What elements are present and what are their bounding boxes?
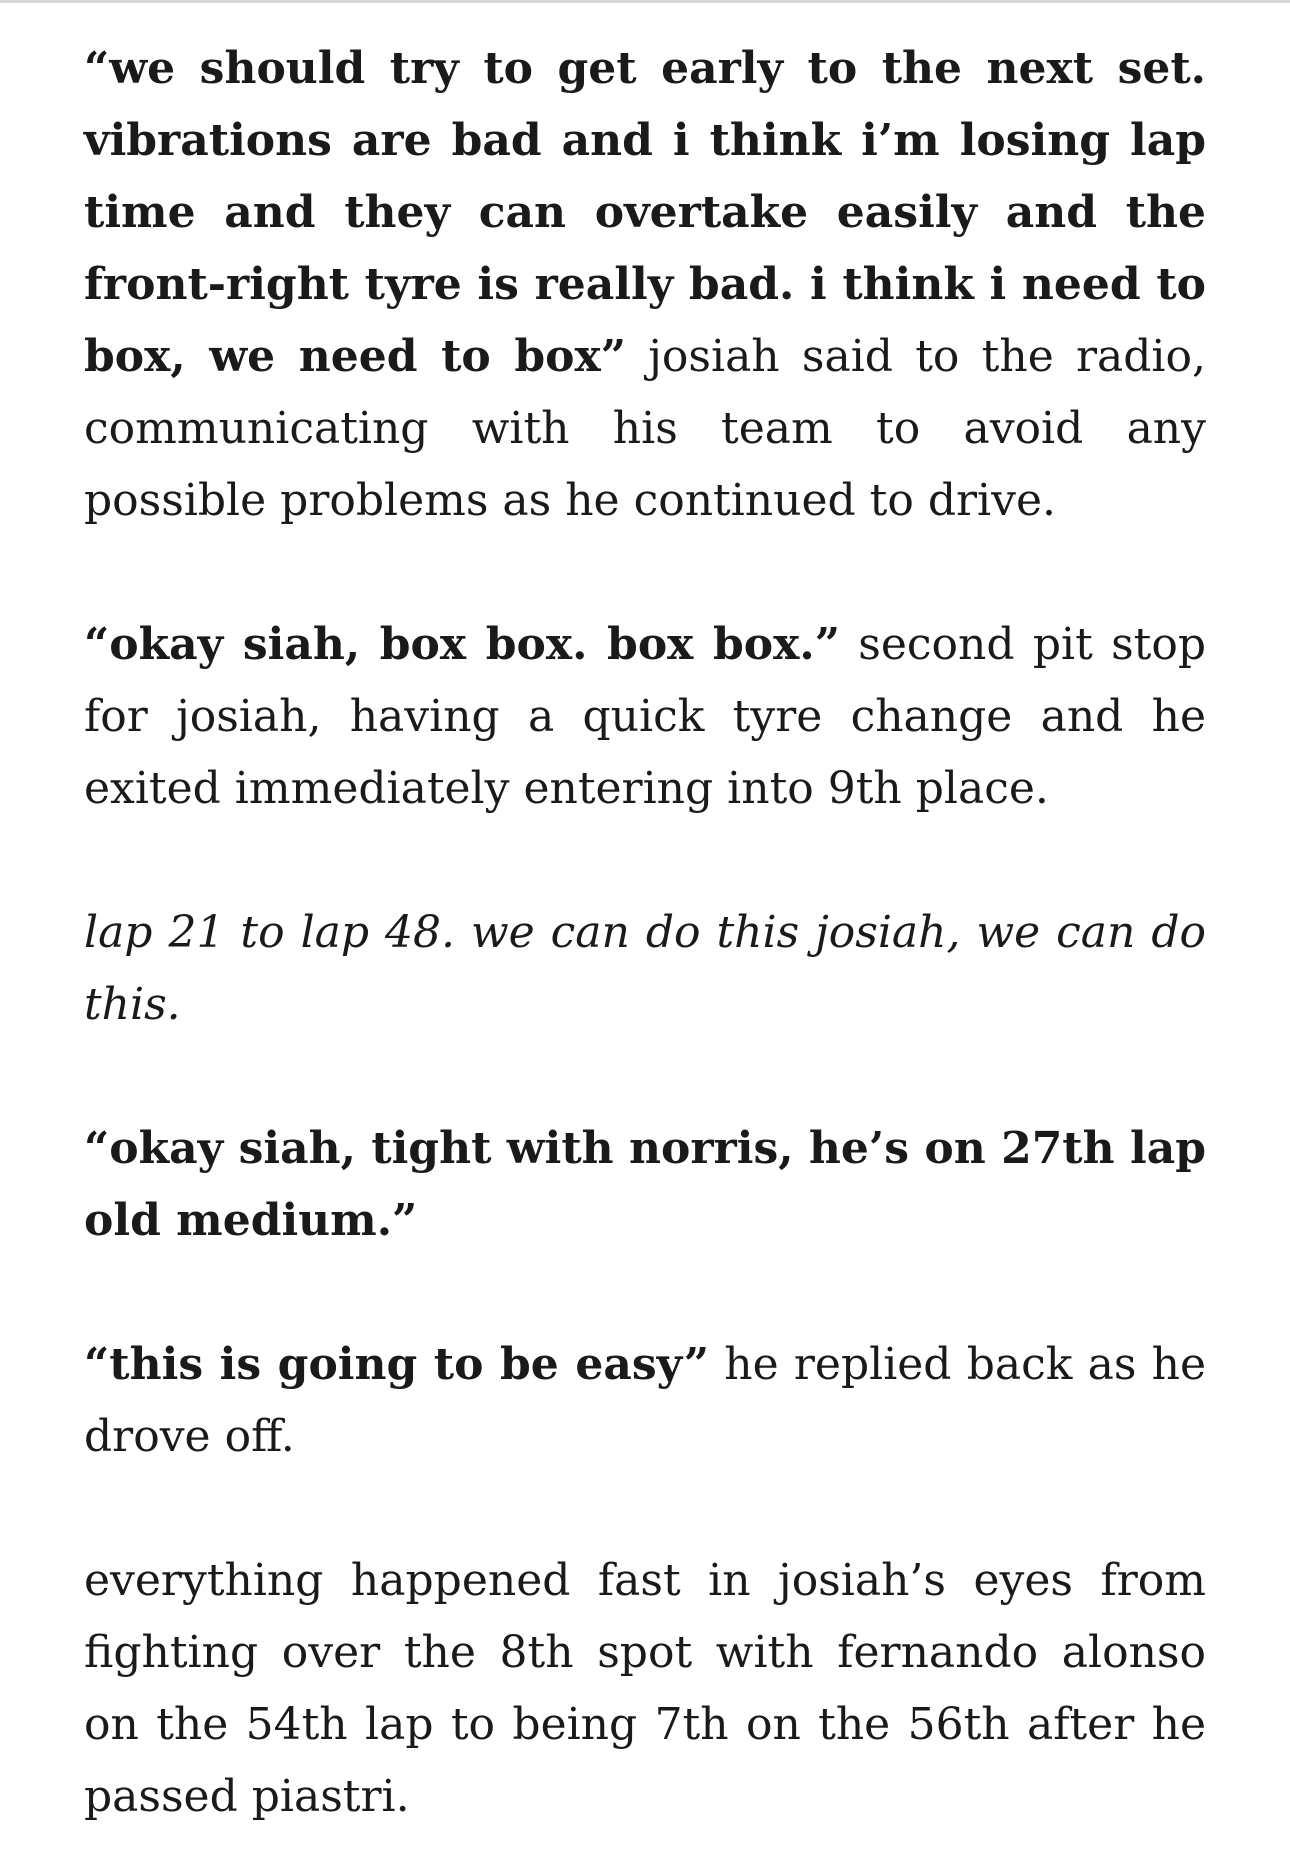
radio-quote: “okay siah, tight with norris, he’s on 27th lap old medium.” xyxy=(84,1123,1206,1246)
radio-quote: “this is going to be easy” xyxy=(84,1339,710,1390)
radio-quote: “okay siah, box box. box box.” xyxy=(84,619,840,670)
paragraph-4 xyxy=(84,1113,1206,1257)
narration: josiah said to the radio, communicating with his team to avoid any possible problems as he continued to drive. xyxy=(84,331,1206,526)
paragraph-5 xyxy=(84,1329,1206,1473)
paragraph-2 xyxy=(84,609,1206,825)
inner-thought: lap 21 to lap 48. we can do this josiah, we can do this. xyxy=(84,907,1206,1030)
narration: everything happened fast in josiah’s eyes from fighting over the 8th spot with fernando alonso on the 54th lap to being 7th on the 56th after he passed piastri. xyxy=(84,1555,1206,1822)
paragraph-6 xyxy=(84,1545,1206,1833)
top-divider xyxy=(0,0,1290,3)
paragraph-3 xyxy=(84,897,1206,1041)
radio-quote: “we should try to get early to the next set. vibrations are bad and i think i’m losing lap time and they can overtake easily and the front-right tyre is really bad. i think i need to box, we need to box” xyxy=(84,43,1206,382)
story-text xyxy=(84,33,1206,1833)
paragraph-1 xyxy=(84,33,1206,537)
narration: he replied back as he drove off. xyxy=(84,1339,1206,1462)
narration: second pit stop for josiah, having a quick tyre change and he exited immediately entering into 9th place. xyxy=(84,619,1206,814)
